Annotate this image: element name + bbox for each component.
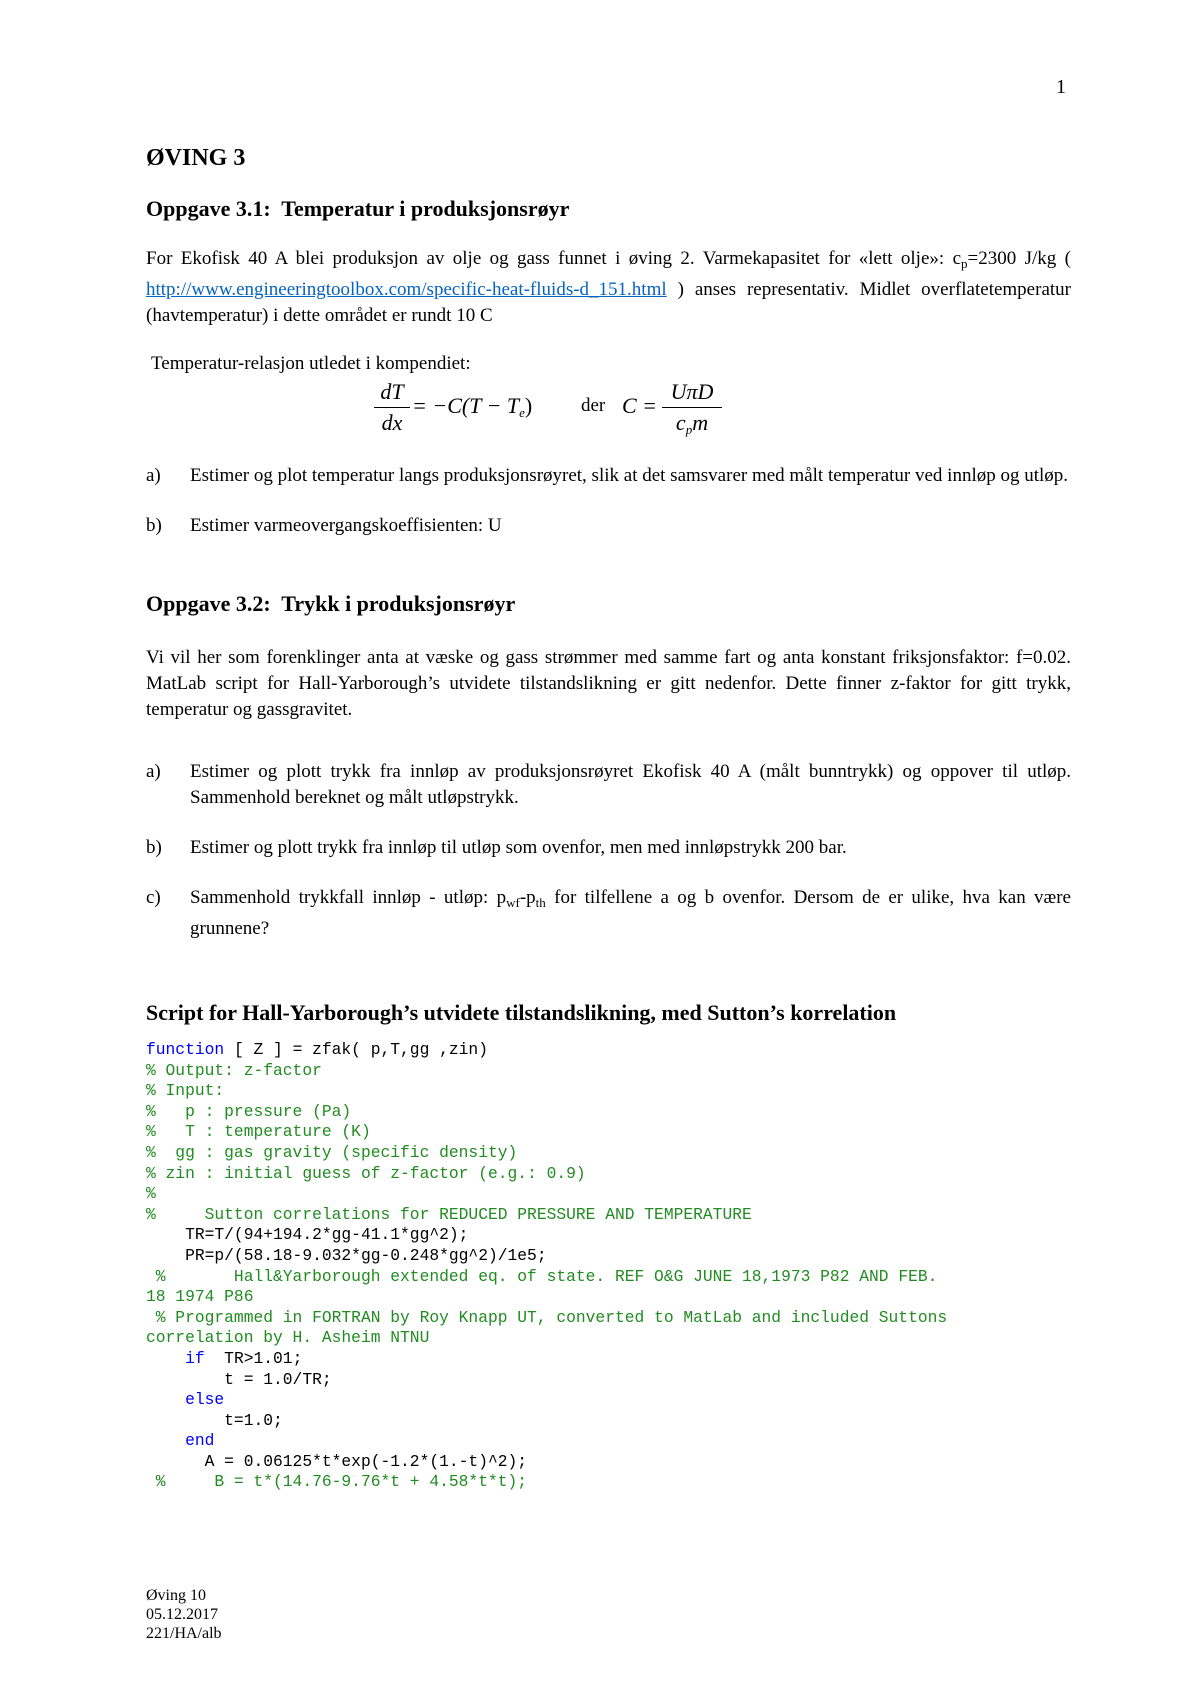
- c-equals: C =: [622, 393, 658, 418]
- page-content: [146, 145, 1071, 1493]
- code-text: t=1.0;: [146, 1410, 283, 1430]
- c-fraction: [662, 379, 722, 443]
- code-comment: correlation by H. Asheim NTNU: [146, 1328, 430, 1348]
- rhs-text: = −C(T − T: [412, 393, 520, 418]
- fraction-numerator: dT: [380, 379, 404, 404]
- code-keyword: end: [185, 1431, 215, 1451]
- code-line: [146, 1102, 1071, 1123]
- fraction-denominator: [662, 410, 722, 443]
- code-keyword: if: [185, 1348, 205, 1368]
- code-line: [146, 1267, 1071, 1288]
- section-3-1-intro: [146, 246, 1071, 329]
- list-item: [146, 759, 1071, 811]
- code-comment: % Hall&Yarborough extended eq. of state. REF O&G JUNE 18,1973 P82 AND FEB.: [146, 1266, 938, 1286]
- code-text: [146, 1431, 185, 1450]
- code-comment: %: [146, 1184, 156, 1204]
- item-label: b): [146, 837, 162, 858]
- item-label: b): [146, 515, 162, 536]
- code-comment: % T : temperature (K): [146, 1122, 371, 1142]
- section-3-1-tasks: [146, 463, 1071, 539]
- item-text: Estimer og plott trykk fra innløp til utløp som ovenfor, men med innløpstrykk 200 bar.: [190, 837, 847, 858]
- formula-der: der: [581, 395, 606, 416]
- code-keyword: function: [146, 1040, 225, 1059]
- code-line: [146, 1308, 1071, 1329]
- subscript: th: [535, 895, 546, 910]
- page-footer: [146, 1586, 222, 1643]
- subscript: wf: [506, 895, 520, 910]
- den-c: c: [675, 410, 686, 435]
- intro-text: For Ekofisk 40 A blei produksjon av olje og gass funnet i øving 2. Varmekapasitet for «lett olje»: c: [146, 248, 961, 269]
- code-comment: % gg : gas gravity (specific density): [146, 1142, 518, 1162]
- item-text-part: for tilfellene a og b ovenfor. Dersom de er ulike, hva kan være grunnene?: [190, 887, 1071, 939]
- code-line: [146, 1287, 1071, 1308]
- code-comment: % zin : initial guess of z-factor (e.g.: 0.9): [146, 1163, 586, 1183]
- den-subscript: p: [685, 422, 693, 437]
- code-line: [146, 1390, 1071, 1411]
- section-title: Temperatur i produksjonsrøyr: [281, 196, 570, 221]
- item-text-part: Sammenhold trykkfall innløp - utløp: p: [190, 887, 507, 908]
- footer-line: 221/HA/alb: [146, 1625, 222, 1642]
- section-heading-3-1: [146, 196, 1071, 222]
- code-comment: % B = t*(14.76-9.76*t + 4.58*t*t);: [146, 1472, 528, 1492]
- code-text: A = 0.06125*t*exp(-1.2*(1.-t)^2);: [146, 1451, 528, 1471]
- engineeringtoolbox-link[interactable]: http://www.engineeringtoolbox.com/specific-heat-fluids-d_151.html: [146, 279, 667, 300]
- code-line: [146, 1081, 1071, 1102]
- subscript: p: [961, 256, 968, 271]
- code-text: PR=p/(58.18-9.032*gg-0.248*gg^2)/1e5;: [146, 1245, 547, 1265]
- code-text: t = 1.0/TR;: [146, 1369, 332, 1389]
- code-comment: % Sutton correlations for REDUCED PRESSURE AND TEMPERATURE: [146, 1204, 752, 1224]
- code-line: [146, 1472, 1071, 1493]
- code-line: [146, 1225, 1071, 1246]
- list-item: [146, 513, 1071, 539]
- code-text: [146, 1390, 185, 1409]
- code-text: TR=T/(94+194.2*gg-41.1*gg^2);: [146, 1225, 469, 1245]
- code-line: [146, 1328, 1071, 1349]
- item-text: Estimer og plott trykk fra innløp av produksjonsrøyret Ekofisk 40 A (målt bunntrykk) og oppover til utløp. Sammenhold bereknet og målt utløpstrykk.: [190, 761, 1071, 808]
- code-line: [146, 1164, 1071, 1185]
- item-label: c): [146, 887, 161, 908]
- item-text: Estimer og plot temperatur langs produksjonsrøyret, slik at det samsvarer med målt temperatur ved innløp og utløp.: [190, 465, 1069, 486]
- document-title: ØVING 3: [146, 145, 246, 171]
- code-comment: 18 1974 P86: [146, 1287, 254, 1307]
- list-item: [146, 835, 1071, 861]
- formula-c-eq: [622, 393, 657, 419]
- script-heading: Script for Hall-Yarborough’s utvidete tilstandslikning, med Sutton’s korrelation: [146, 1000, 897, 1025]
- item-text: [190, 885, 1071, 942]
- code-line: [146, 1349, 1071, 1370]
- formula-intro: Temperatur-relasjon utledet i kompendiet:: [151, 353, 471, 374]
- item-text-part: -p: [519, 887, 536, 908]
- dt-dx-fraction: [374, 379, 410, 436]
- temperature-formula: [146, 379, 1071, 445]
- den-m: m: [692, 410, 709, 435]
- section-3-2-tasks: [146, 759, 1071, 942]
- code-line: [146, 1246, 1071, 1267]
- fraction-numerator: UπD: [670, 379, 714, 404]
- section-label: Oppgave 3.2:: [146, 591, 271, 616]
- list-item: [146, 885, 1071, 942]
- code-keyword: else: [185, 1390, 225, 1410]
- code-comment: % Programmed in FORTRAN by Roy Knapp UT, converted to MatLab and included Suttons: [146, 1307, 948, 1327]
- code-line: [146, 1205, 1071, 1226]
- code-line: [146, 1184, 1071, 1205]
- code-text: TR>1.01;: [204, 1348, 303, 1368]
- code-line: [146, 1411, 1071, 1432]
- intro-text: =2300 J/kg (: [967, 248, 1071, 269]
- item-label: a): [146, 761, 161, 782]
- code-line: [146, 1452, 1071, 1473]
- code-comment: % Input:: [146, 1081, 225, 1101]
- page-number: 1: [1056, 76, 1066, 98]
- intro-text: ) anses representativ. Midlet overflatetemperatur (havtemperatur) i dette området er rundt 10 C: [146, 279, 1071, 326]
- code-comment: % Output: z-factor: [146, 1060, 322, 1080]
- item-text: Estimer varmeovergangskoeffisienten: U: [190, 515, 502, 536]
- code-comment: % p : pressure (Pa): [146, 1101, 352, 1121]
- footer-line: Øving 10: [146, 1587, 206, 1604]
- code-line: [146, 1122, 1071, 1143]
- code-line: [146, 1061, 1071, 1082]
- matlab-code-block: [146, 1040, 1071, 1493]
- code-line: [146, 1143, 1071, 1164]
- rhs-close: ): [524, 393, 533, 418]
- section-label: Oppgave 3.1:: [146, 196, 271, 221]
- code-line: [146, 1040, 1071, 1061]
- footer-line: 05.12.2017: [146, 1606, 218, 1623]
- list-item: [146, 463, 1071, 489]
- rhs-subscript: e: [519, 405, 525, 420]
- section-title: Trykk i produksjonsrøyr: [281, 591, 516, 616]
- item-label: a): [146, 465, 161, 486]
- code-text: [ Z ] = zfak( p,T,gg ,zin): [224, 1040, 488, 1059]
- code-line: [146, 1431, 1071, 1452]
- code-line: [146, 1370, 1071, 1391]
- fraction-denominator: dx: [381, 410, 403, 435]
- formula-rhs: [412, 393, 532, 421]
- section-3-2-intro: Vi vil her som forenklinger anta at væske og gass strømmer med samme fart og anta konstant friksjonsfaktor: f=0.02. MatLab script for Hall-Yarborough’s utvidete tilstandslikning er gitt nedenfor. Dette finner z-faktor for gitt trykk, temperatur og gassgravitet.: [146, 647, 1071, 720]
- section-heading-3-2: [146, 591, 1071, 617]
- code-text: [146, 1349, 185, 1368]
